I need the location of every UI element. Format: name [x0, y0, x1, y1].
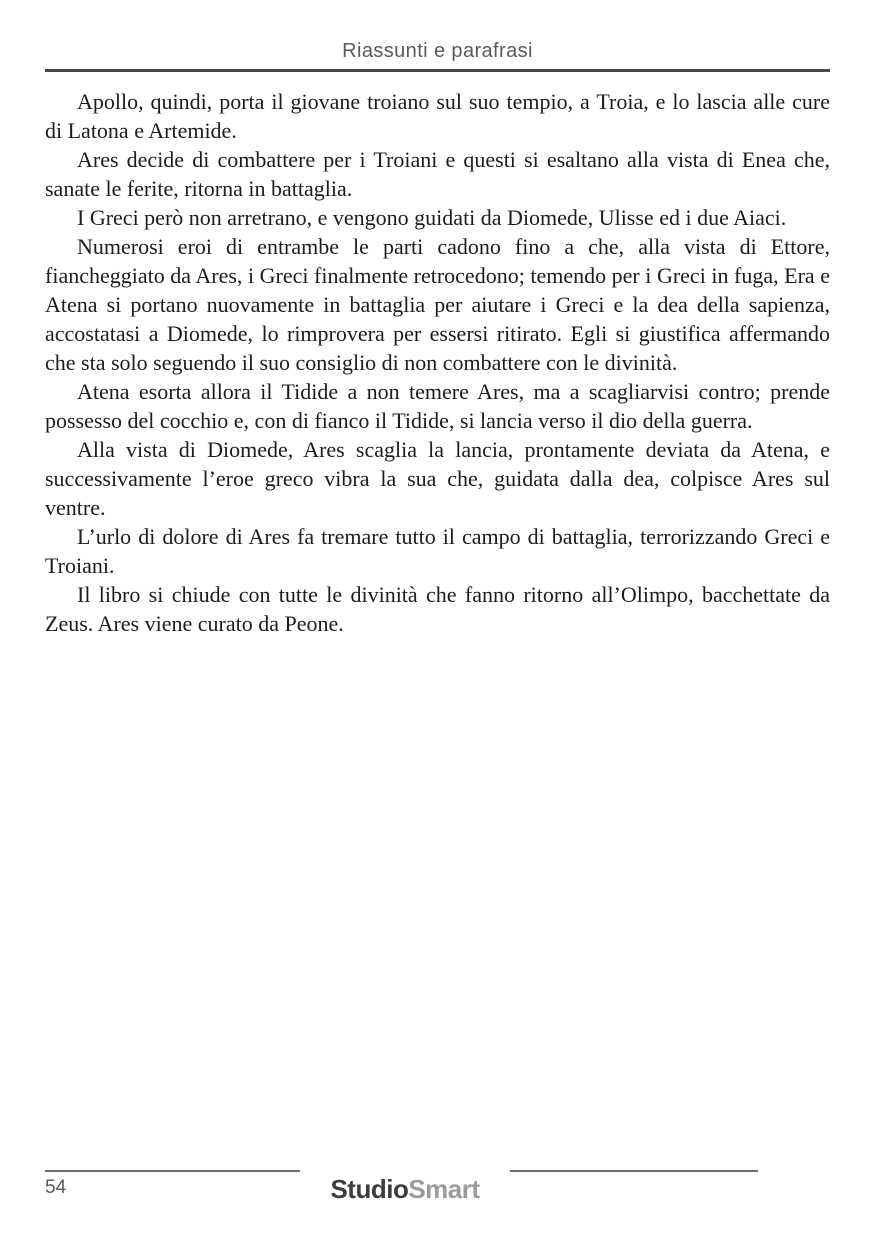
brand-logo-studio: Studio [330, 1174, 409, 1204]
running-header: Riassunti e parafrasi [342, 40, 533, 62]
paragraph: L’urlo di dolore di Ares fa tremare tutto il campo di battaglia, terrorizzando Greci e Troiani. [45, 524, 830, 578]
brand-logo-smart: Smart [408, 1174, 480, 1204]
paragraph: Alla vista di Diomede, Ares scaglia la lancia, prontamente deviata da Atena, e successivamente l’eroe greco vibra la sua che, guidata dalla dea, colpisce Ares sul ventre. [45, 437, 830, 520]
paragraph: Apollo, quindi, porta il giovane troiano sul suo tempio, a Troia, e lo lascia alle cure di Latona e Artemide. [45, 89, 830, 143]
paragraph: Il libro si chiude con tutte le divinità che fanno ritorno all’Olimpo, bacchettate da Zeus. Ares viene curato da Peone. [45, 582, 830, 636]
header-rule [45, 69, 830, 72]
page-number: 54 [45, 1177, 67, 1198]
footer-rule-left [45, 1170, 300, 1172]
paragraph: I Greci però non arretrano, e vengono guidati da Diomede, Ulisse ed i due Aiaci. [77, 205, 787, 230]
footer-rule-right [510, 1170, 758, 1172]
paragraph: Ares decide di combattere per i Troiani e questi si esaltano alla vista di Enea che, sanate le ferite, ritorna in battaglia. [45, 147, 830, 201]
brand-logo [300, 1174, 510, 1205]
paragraph: Numerosi eroi di entrambe le parti cadono fino a che, alla vista di Ettore, fiancheggiato da Ares, i Greci finalmente retrocedono; temendo per i Greci in fuga, Era e Atena si portano nuovamente in battaglia per aiutare i Greci e la dea della sapienza, accostatasi a Diomede, lo rimprovera per essersi ritirato. Egli si giustifica affermando che sta solo seguendo il suo consiglio di non combattere con le divinità. [45, 234, 830, 375]
page-body [45, 87, 830, 638]
paragraph: Atena esorta allora il Tidide a non temere Ares, ma a scagliarvisi contro; prende possesso del cocchio e, con di fianco il Tidide, si lancia verso il dio della guerra. [45, 379, 830, 433]
